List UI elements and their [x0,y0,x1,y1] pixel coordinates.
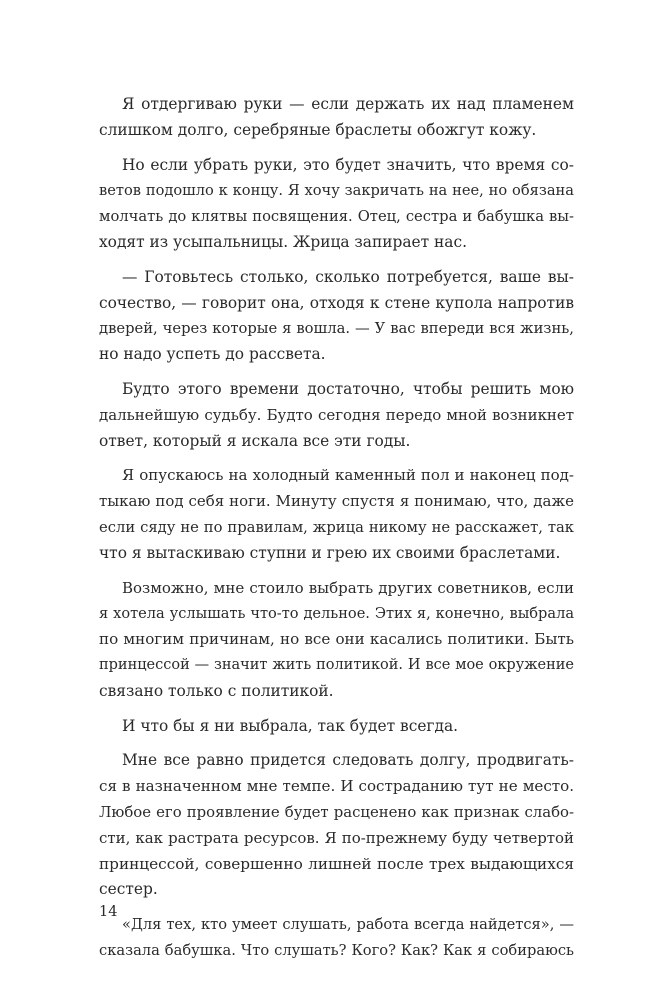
text-line: молчать до клятвы посвящения. Отец, сестра и бабушка вы- [99,208,574,226]
text-line: И что бы я ни выбрала, так будет всегда. [122,716,459,735]
paragraph [99,748,574,903]
body-text [99,92,574,973]
paragraph [99,576,574,705]
text-line: я хотела услышать что-то дельное. Этих я, конечно, выбрала [99,605,574,623]
text-line: «Для тех, кто умеет слушать, работа всегда найдется», — [122,916,574,934]
paragraph [99,912,574,964]
text-line: по многим причинам, но все они касались политики. Быть [99,630,574,649]
paragraph [99,265,574,368]
text-line: связано только с политикой. [99,681,334,700]
text-line: если сяду не по правилам, жрица никому не расскажет, так [99,518,574,536]
text-line: сти, как растрата ресурсов. Я по-прежнему буду четвертой [99,828,574,847]
text-line: принцессой, совершенно лишней после трех выдающихся [99,854,574,873]
paragraph [99,463,574,566]
text-line: ходят из усыпальницы. Жрица запирает нас. [99,232,467,251]
text-line: ответ, который я искала все эти годы. [99,431,411,450]
text-line: Будто этого времени достаточно, чтобы решить мою [122,379,574,398]
text-line: принцессой — значит жить политикой. И все мое окружение [99,656,574,673]
text-line: Я опускаюсь на холодный каменный пол и наконец под- [122,466,574,485]
text-line: Я отдергиваю руки — если держать их над пламенем [122,95,574,113]
text-line: Мне все равно придется следовать долгу, продвигать- [122,751,574,770]
text-line: дверей, через которые я вошла. — У вас впереди вся жизнь, [99,320,574,338]
text-line: сказала бабушка. Что слушать? Кого? Как? Как я собираюсь [99,941,574,959]
paragraph [99,153,574,256]
text-line: Но если убрать руки, это будет значить, что время со- [122,155,574,174]
text-line: но надо успеть до рассвета. [99,345,326,364]
paragraph [99,92,574,144]
text-line: сестер. [99,880,158,899]
text-line: слишком долго, серебряные браслеты обожгут кожу. [99,120,537,139]
text-line: — Готовьтесь столько, сколько потребуется, ваше вы- [122,267,574,286]
text-line: ветов подошло к концу. Я хочу закричать на нее, но обязана [99,182,574,200]
text-line: что я вытаскиваю ступни и грею их своими браслетами. [99,543,561,562]
text-line: Возможно, мне стоило выбрать других советников, если [122,578,574,597]
text-line: ся в назначенном мне темпе. И состраданию тут не место. [99,777,574,796]
text-line: дальнейшую судьбу. Будто сегодня передо мной возникнет [99,405,574,424]
paragraph [99,377,574,454]
text-line: тыкаю под себя ноги. Минуту спустя я понимаю, что, даже [99,492,574,511]
text-line: сочество, — говорит она, отходя к стене купола напротив [99,293,574,312]
page-number: 14 [99,904,118,920]
text-line: Любое его проявление будет расценено как признак слабо- [99,802,574,821]
paragraph [99,714,574,740]
